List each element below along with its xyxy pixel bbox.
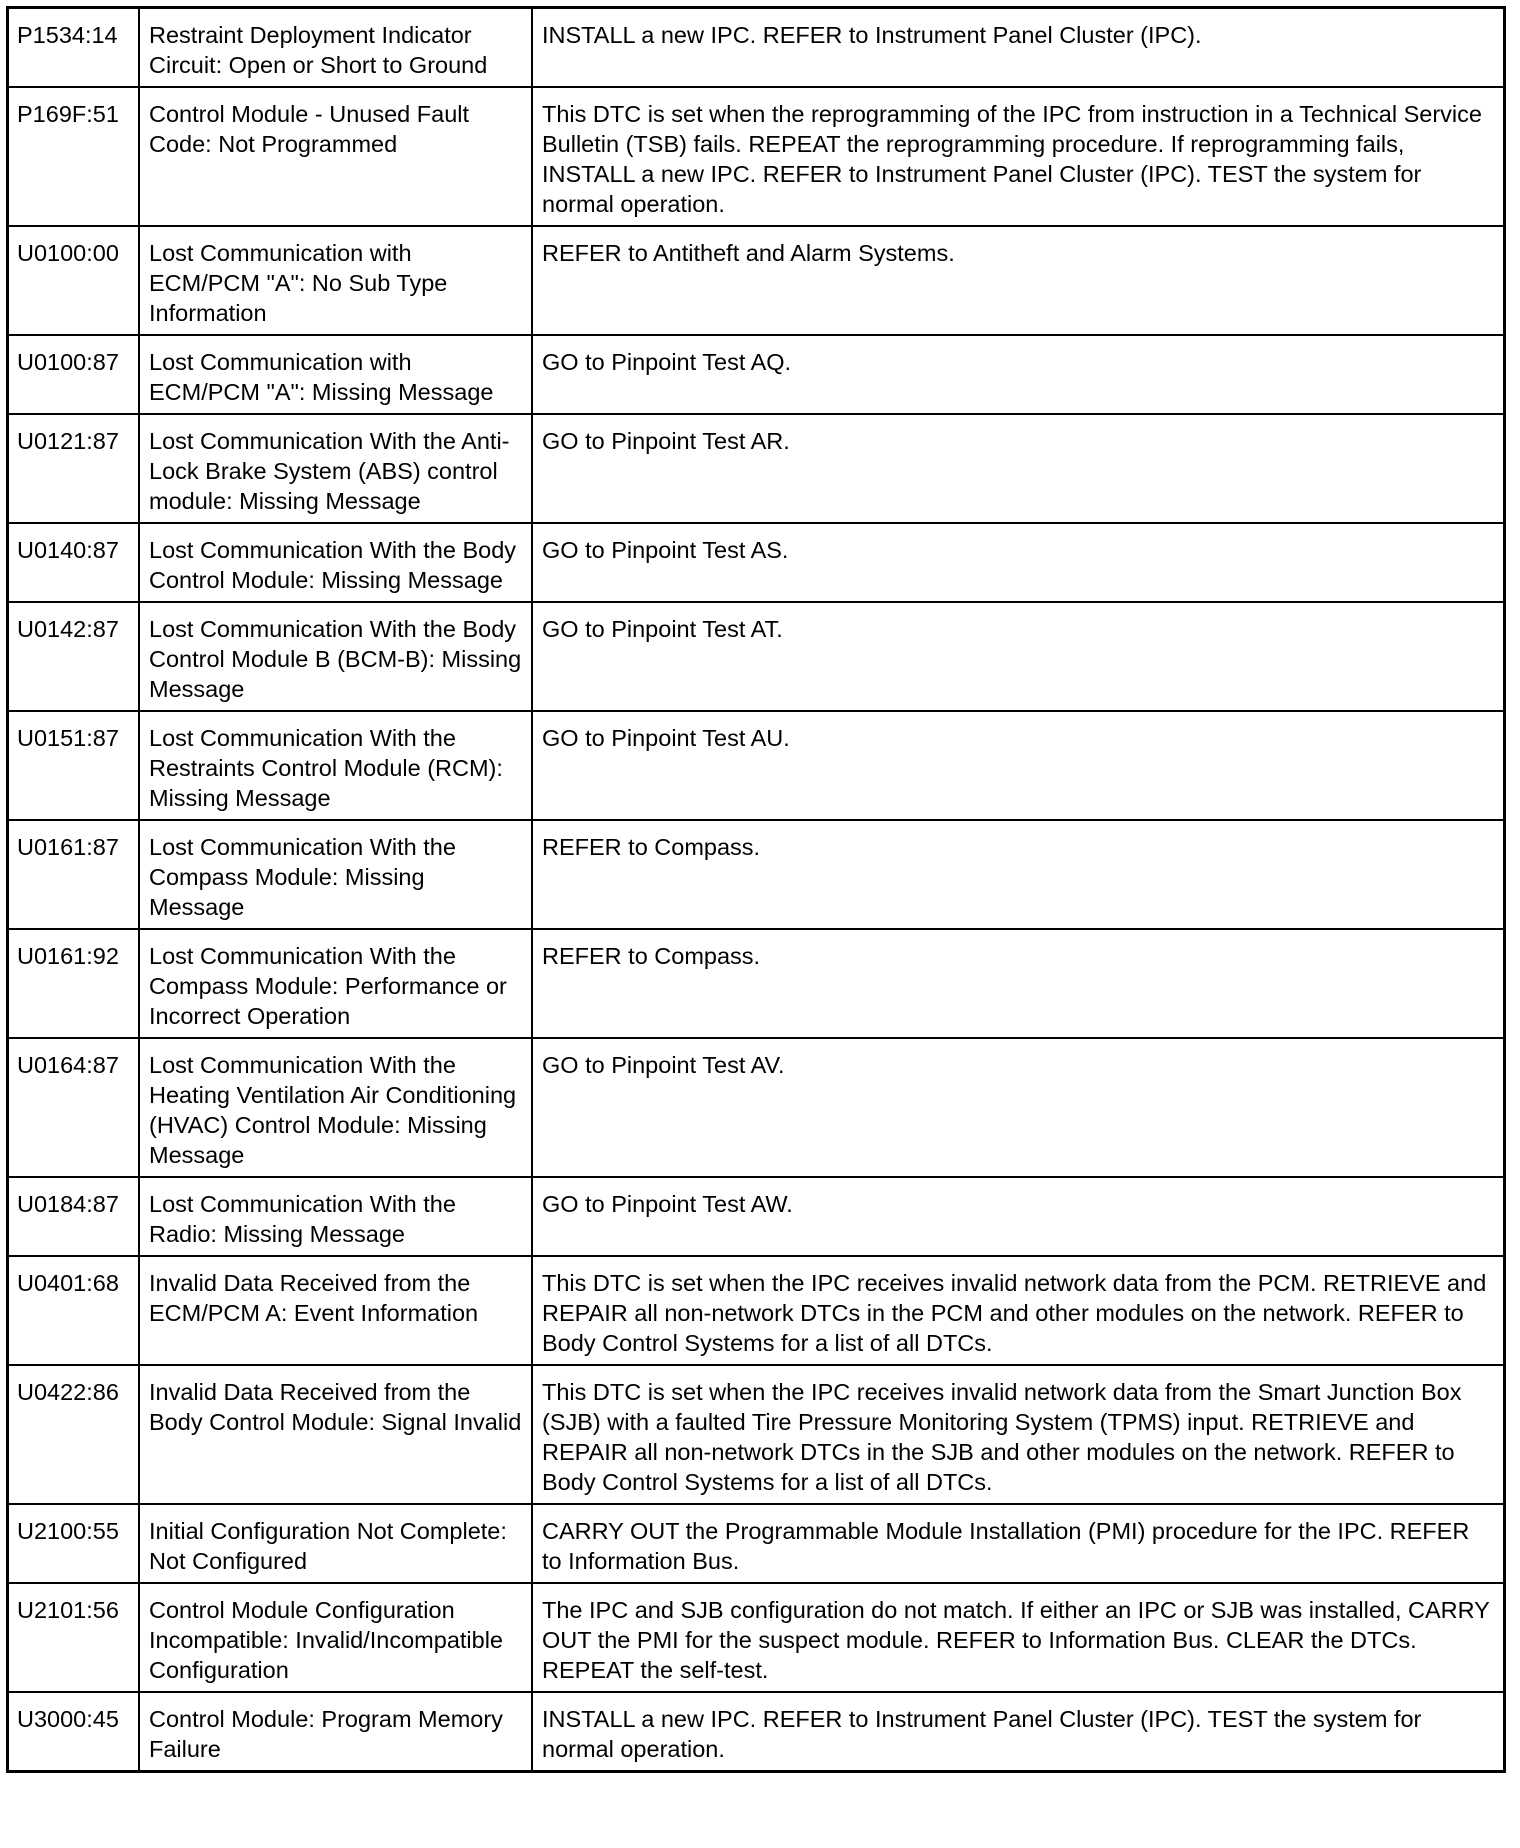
dtc-action-cell: This DTC is set when the IPC receives invalid network data from the Smart Junction Box (SJB) with a faulted Tire Pressure Monitoring System (TPMS) input. RETRIEVE and REPAIR all non-network DTCs in the SJB and other modules on the network. REFER to Body Control Systems for a list of all DTCs. [532,1365,1505,1504]
dtc-code-cell: U0184:87 [8,1177,140,1256]
dtc-description-cell: Invalid Data Received from the Body Control Module: Signal Invalid [139,1365,532,1504]
dtc-description-cell: Lost Communication With the Restraints Control Module (RCM): Missing Message [139,711,532,820]
table-row [8,414,1505,523]
dtc-description-cell: Control Module - Unused Fault Code: Not Programmed [139,87,532,226]
dtc-description-cell: Lost Communication With the Radio: Missing Message [139,1177,532,1256]
dtc-code-cell: U2100:55 [8,1504,140,1583]
table-row [8,1504,1505,1583]
table-row [8,820,1505,929]
dtc-description-cell: Lost Communication with ECM/PCM "A": Missing Message [139,335,532,414]
dtc-description-cell: Lost Communication With the Compass Module: Missing Message [139,820,532,929]
dtc-description-cell: Control Module Configuration Incompatible: Invalid/Incompatible Configuration [139,1583,532,1692]
dtc-action-cell: GO to Pinpoint Test AR. [532,414,1505,523]
dtc-description-cell: Control Module: Program Memory Failure [139,1692,532,1772]
dtc-code-cell: U0161:87 [8,820,140,929]
dtc-action-cell: The IPC and SJB configuration do not match. If either an IPC or SJB was installed, CARRY OUT the PMI for the suspect module. REFER to Information Bus. CLEAR the DTCs. REPEAT the self-test. [532,1583,1505,1692]
dtc-action-cell: INSTALL a new IPC. REFER to Instrument Panel Cluster (IPC). [532,8,1505,88]
dtc-action-cell: This DTC is set when the IPC receives invalid network data from the PCM. RETRIEVE and REPAIR all non-network DTCs in the PCM and other modules on the network. REFER to Body Control Systems for a list of all DTCs. [532,1256,1505,1365]
table-row [8,711,1505,820]
dtc-code-cell: P169F:51 [8,87,140,226]
dtc-description-cell: Invalid Data Received from the ECM/PCM A: Event Information [139,1256,532,1365]
dtc-description-cell: Lost Communication With the Anti-Lock Brake System (ABS) control module: Missing Message [139,414,532,523]
table-row [8,1038,1505,1177]
dtc-action-cell: GO to Pinpoint Test AS. [532,523,1505,602]
dtc-action-cell: GO to Pinpoint Test AU. [532,711,1505,820]
dtc-code-cell: U0100:87 [8,335,140,414]
table-row [8,929,1505,1038]
dtc-code-cell: U0401:68 [8,1256,140,1365]
table-row [8,1583,1505,1692]
dtc-table [6,6,1506,1773]
table-row [8,87,1505,226]
dtc-description-cell: Lost Communication with ECM/PCM "A": No Sub Type Information [139,226,532,335]
dtc-description-cell: Lost Communication With the Body Control Module B (BCM-B): Missing Message [139,602,532,711]
dtc-action-cell: GO to Pinpoint Test AQ. [532,335,1505,414]
dtc-code-cell: U0100:00 [8,226,140,335]
table-row [8,602,1505,711]
dtc-description-cell: Lost Communication With the Compass Module: Performance or Incorrect Operation [139,929,532,1038]
dtc-code-cell: U0164:87 [8,1038,140,1177]
dtc-description-cell: Lost Communication With the Heating Ventilation Air Conditioning (HVAC) Control Module: Missing Message [139,1038,532,1177]
dtc-description-cell: Restraint Deployment Indicator Circuit: Open or Short to Ground [139,8,532,88]
dtc-code-cell: U0161:92 [8,929,140,1038]
dtc-description-cell: Lost Communication With the Body Control Module: Missing Message [139,523,532,602]
dtc-action-cell: This DTC is set when the reprogramming of the IPC from instruction in a Technical Service Bulletin (TSB) fails. REPEAT the reprogramming procedure. If reprogramming fails, INSTALL a new IPC. REFER to Instrument Panel Cluster (IPC). TEST the system for normal operation. [532,87,1505,226]
dtc-action-cell: INSTALL a new IPC. REFER to Instrument Panel Cluster (IPC). TEST the system for normal operation. [532,1692,1505,1772]
dtc-action-cell: GO to Pinpoint Test AW. [532,1177,1505,1256]
dtc-action-cell: CARRY OUT the Programmable Module Installation (PMI) procedure for the IPC. REFER to Information Bus. [532,1504,1505,1583]
dtc-action-cell: REFER to Compass. [532,929,1505,1038]
dtc-code-cell: U3000:45 [8,1692,140,1772]
table-row [8,523,1505,602]
dtc-code-cell: U2101:56 [8,1583,140,1692]
dtc-action-cell: GO to Pinpoint Test AV. [532,1038,1505,1177]
table-row [8,1177,1505,1256]
dtc-code-cell: U0140:87 [8,523,140,602]
dtc-code-cell: U0121:87 [8,414,140,523]
dtc-description-cell: Initial Configuration Not Complete: Not Configured [139,1504,532,1583]
dtc-action-cell: REFER to Compass. [532,820,1505,929]
table-row [8,1365,1505,1504]
dtc-table-body [8,8,1505,1772]
table-row [8,335,1505,414]
dtc-code-cell: P1534:14 [8,8,140,88]
table-row [8,226,1505,335]
dtc-code-cell: U0151:87 [8,711,140,820]
dtc-action-cell: REFER to Antitheft and Alarm Systems. [532,226,1505,335]
dtc-code-cell: U0422:86 [8,1365,140,1504]
dtc-code-cell: U0142:87 [8,602,140,711]
dtc-action-cell: GO to Pinpoint Test AT. [532,602,1505,711]
table-row [8,1692,1505,1772]
table-row [8,1256,1505,1365]
table-row [8,8,1505,88]
